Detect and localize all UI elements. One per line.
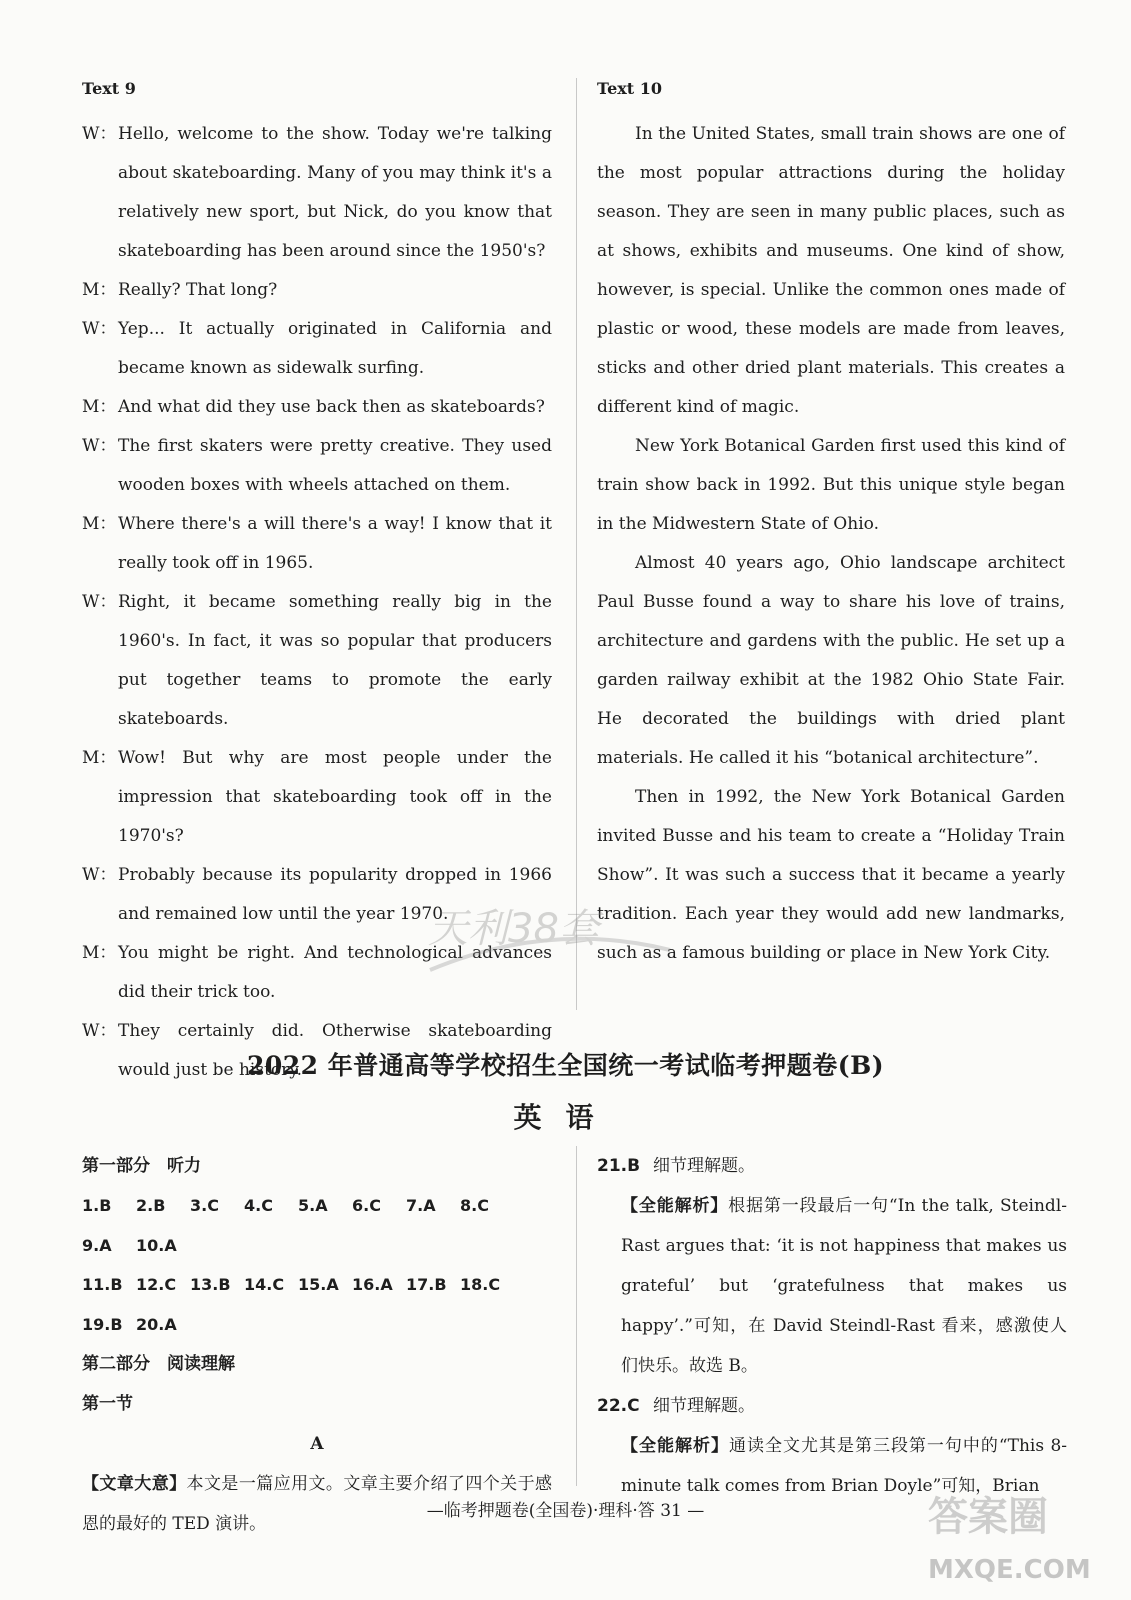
page-footer: —临考押题卷(全国卷)·理科·答 31 —: [426, 1501, 705, 1521]
answer-item: 5.A: [298, 1196, 328, 1215]
passage-label: A: [310, 1434, 324, 1454]
summary-text: 本文是一篇应用文。文章主要介绍了四个关于感恩的最好的 TED 演讲。: [82, 1474, 553, 1534]
answer-key-left: [82, 1146, 552, 1544]
dialogue-line: [82, 388, 552, 427]
speaker-label: W：: [82, 124, 117, 144]
part1-heading: 第一部分 听力: [82, 1156, 201, 1176]
dialogue-text: Right, it became something really big in the 1960's. In fact, it was so popular that producers put together teams to promote the early skateboards.: [118, 592, 552, 729]
dialogue-text: Where there's a will there's a way! I know that it really took off in 1965.: [118, 514, 552, 573]
answer-item: 8.C: [460, 1196, 489, 1215]
dialogue-text: They certainly did. Otherwise skateboarding would just be history.: [118, 1021, 552, 1080]
answer-row: [82, 1265, 552, 1305]
answer-item: 6.C: [352, 1196, 381, 1215]
speaker-label: M：: [82, 514, 117, 534]
dialogue-line: [82, 310, 552, 388]
speaker-label: M：: [82, 748, 117, 768]
question-header: [597, 1386, 1067, 1426]
speaker-label: W：: [82, 436, 117, 456]
speaker-label: M：: [82, 397, 117, 417]
text10-paragraph: New York Botanical Garden first used this kind of train show back in 1992. But this unique style began in the Midwestern State of Ohio.: [597, 436, 1065, 534]
answer-item: 3.C: [190, 1196, 219, 1215]
dialogue-line: [82, 427, 552, 505]
dialogue-text: The first skaters were pretty creative. They used wooden boxes with wheels attached on them.: [118, 436, 552, 495]
answer-item: 1.B: [82, 1196, 112, 1215]
answer-item: 11.B: [82, 1275, 123, 1294]
text9-title: Text 9: [82, 79, 136, 98]
analysis-body: 根据第一段最后一句“In the talk, Steindl-Rast argues that: ‘it is not happiness that makes us grateful’ but ‘gratefulness that makes us happy’.”可知，在 David Steindl-Rast 看来，感激使人们快乐。故选 B。: [621, 1196, 1067, 1376]
answer-item: 18.C: [460, 1275, 501, 1294]
answer-row: [82, 1186, 552, 1265]
dialogue-line: [82, 505, 552, 583]
question-type: 细节理解题。: [653, 1156, 755, 1176]
analysis-tag: 【全能解析】: [621, 1436, 729, 1456]
answer-item: 2.B: [136, 1196, 166, 1215]
dialogue-line: [82, 739, 552, 856]
answer-item: 16.A: [352, 1275, 393, 1294]
dialogue-text: Probably because its popularity dropped in 1966 and remained low until the year 1970.: [118, 865, 552, 924]
question-number: 21.B: [597, 1156, 641, 1176]
dialogue-text: Really? That long?: [118, 280, 278, 300]
question-number: 22.C: [597, 1396, 640, 1416]
text10-paragraph: In the United States, small train shows are one of the most popular attractions during the holiday season. They are seen in many public places, such as at shows, exhibits and museums. One kind of show, however, is special. Unlike the common ones made of plastic or wood, these models are made from leaves, sticks and other dried plant materials. This creates a different kind of magic.: [597, 124, 1065, 417]
column-divider-bottom: [576, 1146, 577, 1486]
speaker-label: W：: [82, 865, 117, 885]
column-divider-top: [576, 78, 577, 1010]
dialogue-line: [82, 583, 552, 739]
answer-row: [82, 1305, 552, 1345]
answer-item: 15.A: [298, 1275, 339, 1294]
subject-title: 英语: [513, 1101, 618, 1134]
answer-item: 19.B: [82, 1314, 123, 1334]
tianli-watermark-logo: [420, 880, 680, 1000]
exam-title: 2022 年普通高等学校招生全国统一考试临考押题卷(B): [246, 1051, 885, 1080]
question-type: 细节理解题。: [653, 1396, 755, 1416]
question-header: [597, 1146, 1067, 1186]
answer-item: 17.B: [406, 1275, 447, 1294]
answer-item: 9.A: [82, 1235, 112, 1255]
answer-item: 20.A: [136, 1314, 177, 1334]
dialogue-text: Yep... It actually originated in California and became known as sidewalk surfing.: [118, 319, 552, 378]
answer-site-corner-logo: [918, 1478, 1128, 1596]
answer-item: 14.C: [244, 1275, 285, 1294]
analysis-tag: 【全能解析】: [621, 1196, 729, 1216]
corner-logo-text: 答案圈: [928, 1494, 1048, 1540]
corner-url-text: MXQE.COM: [928, 1555, 1091, 1585]
answer-item: 10.A: [136, 1235, 177, 1255]
dialogue-text: Wow! But why are most people under the impression that skateboarding took off in the 1970's?: [118, 748, 552, 846]
answer-key-right: [597, 1146, 1067, 1506]
answer-item: 12.C: [136, 1275, 177, 1294]
speaker-label: M：: [82, 280, 117, 300]
speaker-label: M：: [82, 943, 117, 963]
explanation-text: [597, 1186, 1067, 1386]
answer-item: 4.C: [244, 1196, 273, 1215]
text10-paragraph: Then in 1992, the New York Botanical Garden invited Busse and his team to create a “Holiday Train Show”. It was such a success that it became a yearly tradition. Each year they would add new landmarks, such as a famous building or place in New York City.: [597, 787, 1065, 963]
dialogue-line: [82, 271, 552, 310]
section1-heading: 第一节: [82, 1394, 133, 1414]
text10-section: [597, 76, 1065, 973]
text10-paragraph: Almost 40 years ago, Ohio landscape architect Paul Busse found a way to share his love of trains, architecture and gardens with the public. He set up a garden railway exhibit at the 1982 Ohio State Fair. He decorated the buildings with dried plant materials. He called it his “botanical architecture”.: [597, 553, 1065, 768]
dialogue-text: Hello, welcome to the show. Today we're talking about skateboarding. Many of you may think it's a relatively new sport, but Nick, do you know that skateboarding has been around since the 1950's?: [118, 124, 552, 261]
dialogue-text: And what did they use back then as skateboards?: [118, 397, 545, 417]
text10-title: Text 10: [597, 79, 663, 98]
watermark-text: 天利38套: [428, 906, 599, 952]
dialogue-text: You might be right. And technological advances did their trick too.: [118, 943, 552, 1002]
answer-item: 13.B: [190, 1275, 231, 1294]
dialogue-line: [82, 115, 552, 271]
speaker-label: W：: [82, 319, 117, 339]
speaker-label: W：: [82, 1021, 117, 1041]
answer-item: 7.A: [406, 1196, 436, 1215]
speaker-label: W：: [82, 592, 117, 612]
analysis-body: 通读全文尤其是第三段第一句中的“This 8-minute talk comes from Brian Doyle”可知，Brian: [621, 1436, 1068, 1496]
summary-tag: 【文章大意】: [82, 1474, 187, 1494]
part2-heading: 第二部分 阅读理解: [82, 1354, 235, 1374]
